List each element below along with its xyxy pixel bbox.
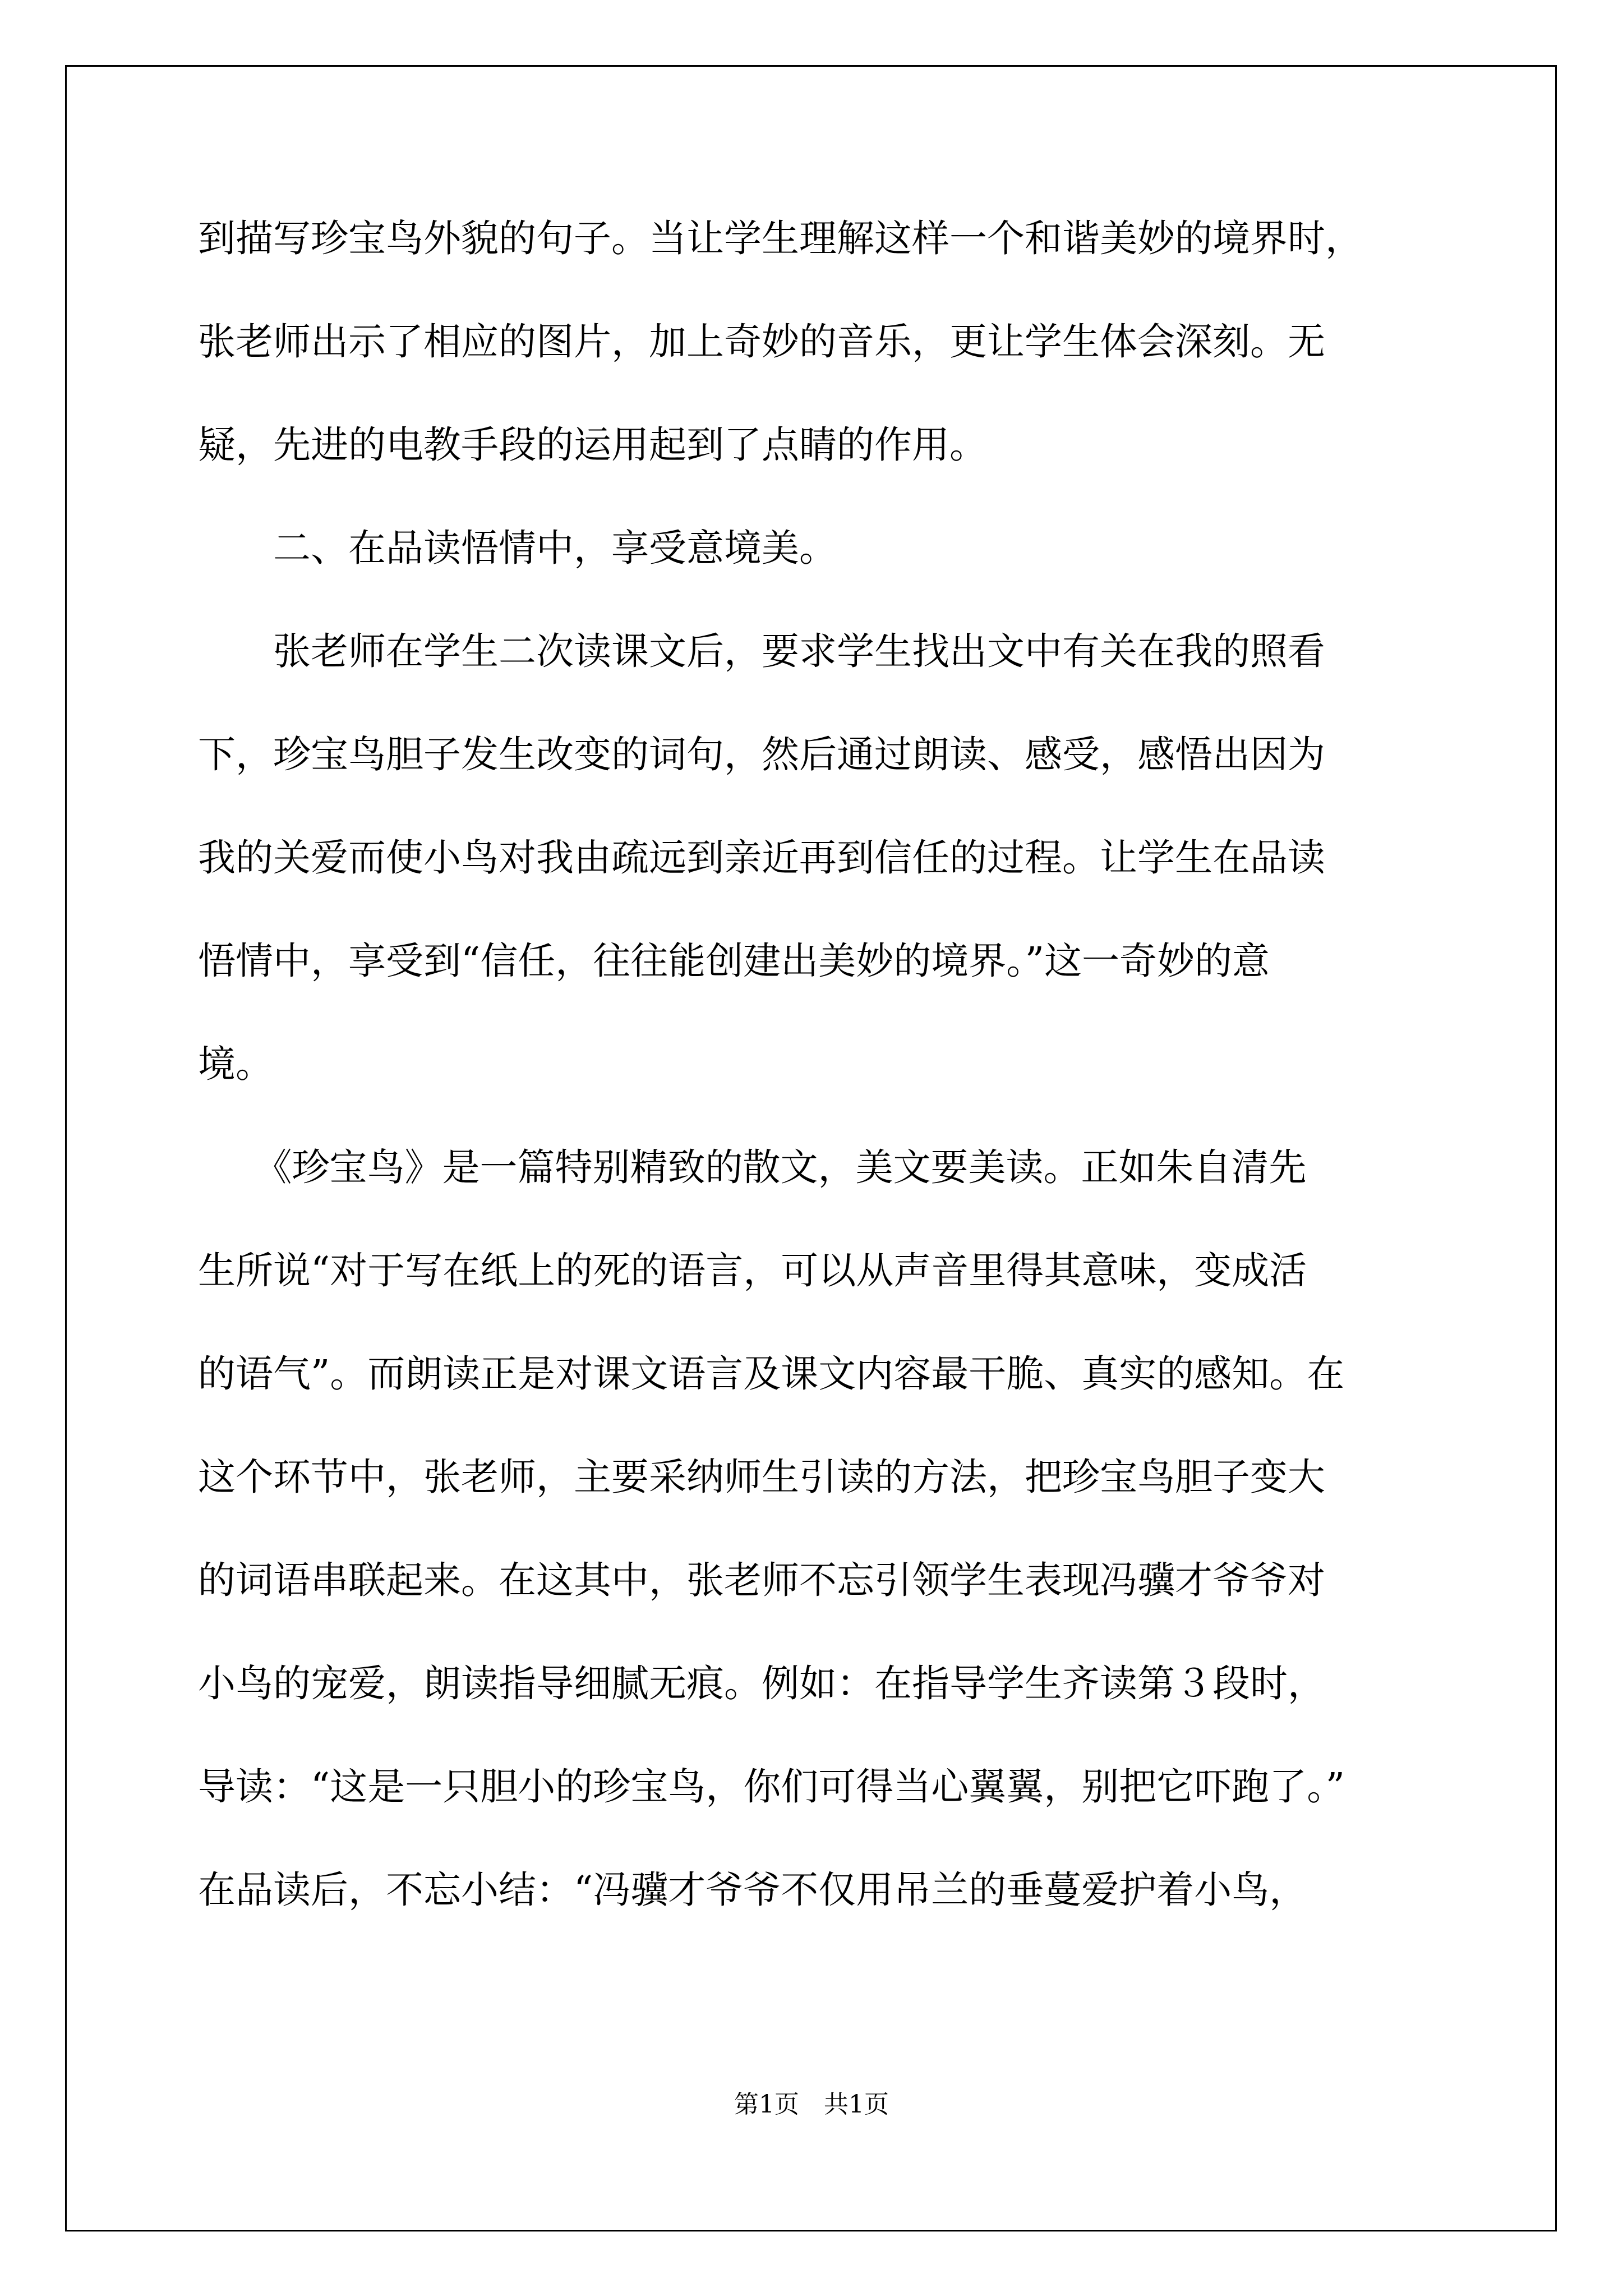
text-line: 《珍宝鸟》是一篇特别精致的散文，美文要美读。正如朱自清先 — [198, 1145, 1307, 1189]
text-line: 二、在品读悟情中，享受意境美。 — [198, 526, 837, 570]
text-line: 小鸟的宠爱，朗读指导细腻无痕。例如：在指导学生齐读第３段时， — [198, 1662, 1325, 1705]
text-line: 生所说“对于写在纸上的死的语言，可以从声音里得其意味，变成活 — [198, 1249, 1307, 1292]
text-line: 这个环节中，张老师，主要采纳师生引读的方法，把珍宝鸟胆子变大 — [198, 1455, 1325, 1499]
text-line: 张老师在学生二次读课文后，要求学生找出文中有关在我的照看 — [198, 629, 1325, 673]
text-line: 到描写珍宝鸟外貌的句子。当让学生理解这样一个和谐美妙的境界时， — [198, 217, 1363, 260]
text-line: 境。 — [198, 1042, 273, 1086]
text-line: 导读：“这是一只胆小的珍宝鸟，你们可得当心翼翼，别把它吓跑了。” — [198, 1765, 1345, 1809]
text-line: 的词语串联起来。在这其中，张老师不忘引领学生表现冯骥才爷爷对 — [198, 1558, 1325, 1602]
text-line: 张老师出示了相应的图片，加上奇妙的音乐，更让学生体会深刻。无 — [198, 320, 1325, 364]
text-line: 的语气”。而朗读正是对课文语言及课文内容最干脆、真实的感知。在 — [198, 1352, 1345, 1396]
text-line: 下，珍宝鸟胆子发生改变的词句，然后通过朗读、感受，感悟出因为 — [198, 733, 1325, 776]
text-line: 悟情中，享受到“信任，往往能创建出美妙的境界。”这一奇妙的意 — [198, 939, 1270, 983]
page-number-footer: 第1页 共1页 — [734, 2090, 889, 2119]
text-line: 疑，先进的电教手段的运用起到了点睛的作用。 — [198, 423, 987, 467]
text-line: 我的关爱而使小鸟对我由疏远到亲近再到信任的过程。让学生在品读 — [198, 836, 1325, 880]
text-line: 在品读后，不忘小结：“冯骥才爷爷不仅用吊兰的垂蔓爱护着小鸟， — [198, 1868, 1307, 1912]
